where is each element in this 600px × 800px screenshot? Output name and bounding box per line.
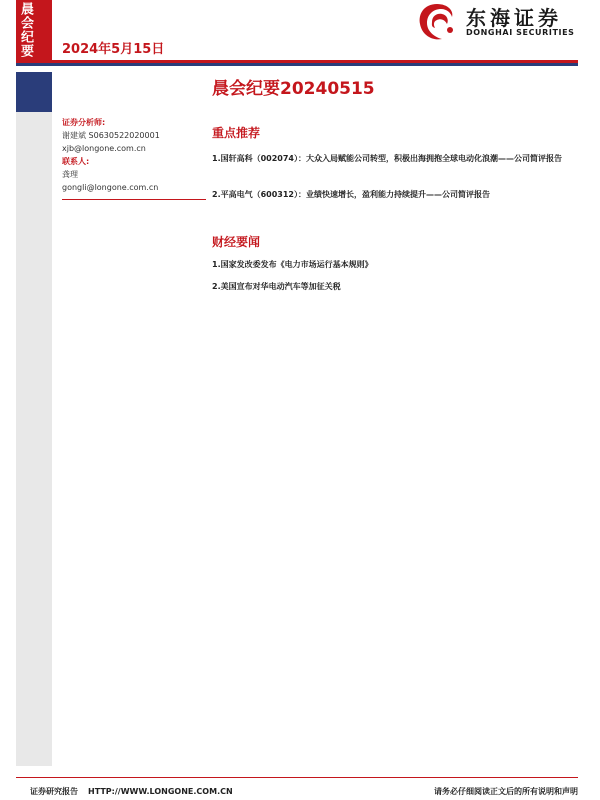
recommend-item[interactable]: 2.平高电气（600312）：业绩快速增长，盈利能力持续提升——公司简评报告 — [212, 190, 491, 199]
section-heading-recommend: 重点推荐 — [212, 126, 261, 140]
page-title: 晨会纪要20240515 — [212, 79, 375, 99]
news-item[interactable]: 1.国家发改委发布《电力市场运行基本规则》 — [212, 260, 373, 269]
side-report-tab: 晨会纪要 — [16, 0, 52, 66]
analyst-email[interactable]: xjb@longone.com.cn — [62, 144, 146, 153]
donghai-logo-icon — [414, 0, 460, 44]
header-rule-navy — [16, 63, 578, 66]
contact-label: 联系人: — [62, 157, 90, 166]
logo-english-name: DONGHAI SECURITIES — [466, 28, 575, 37]
footer-rule — [16, 777, 578, 778]
logo-chinese-name: 东海证券 — [466, 6, 562, 30]
footer-disclaimer: 请务必仔细阅读正文后的所有说明和声明 — [434, 787, 578, 796]
section-heading-news: 财经要闻 — [212, 235, 261, 249]
news-item[interactable]: 2.美国宣布对华电动汽车等加征关税 — [212, 282, 341, 291]
footer-report-label: 证券研究报告 — [30, 787, 78, 796]
contact-name: 龚理 — [62, 170, 78, 179]
recommend-item[interactable]: 1.国轩高科（002074）：大众入局赋能公司转型，积极出海拥抱全球电动化浪潮——公司简评报告 — [212, 154, 562, 163]
analyst-label: 证券分析师: — [62, 118, 106, 127]
analyst-name-id: 谢建斌 S0630522020001 — [62, 131, 160, 140]
footer-website-link[interactable]: HTTP://WWW.LONGONE.COM.CN — [88, 787, 233, 796]
company-logo — [414, 0, 590, 44]
sidebar-accent-bar — [16, 72, 52, 112]
contact-email[interactable]: gongli@longone.com.cn — [62, 183, 159, 192]
sidebar-gray-band — [16, 112, 52, 766]
footer-left — [30, 786, 233, 797]
report-date: 2024年5月15日 — [62, 42, 165, 57]
analyst-info — [62, 116, 206, 194]
analyst-divider — [62, 199, 206, 200]
